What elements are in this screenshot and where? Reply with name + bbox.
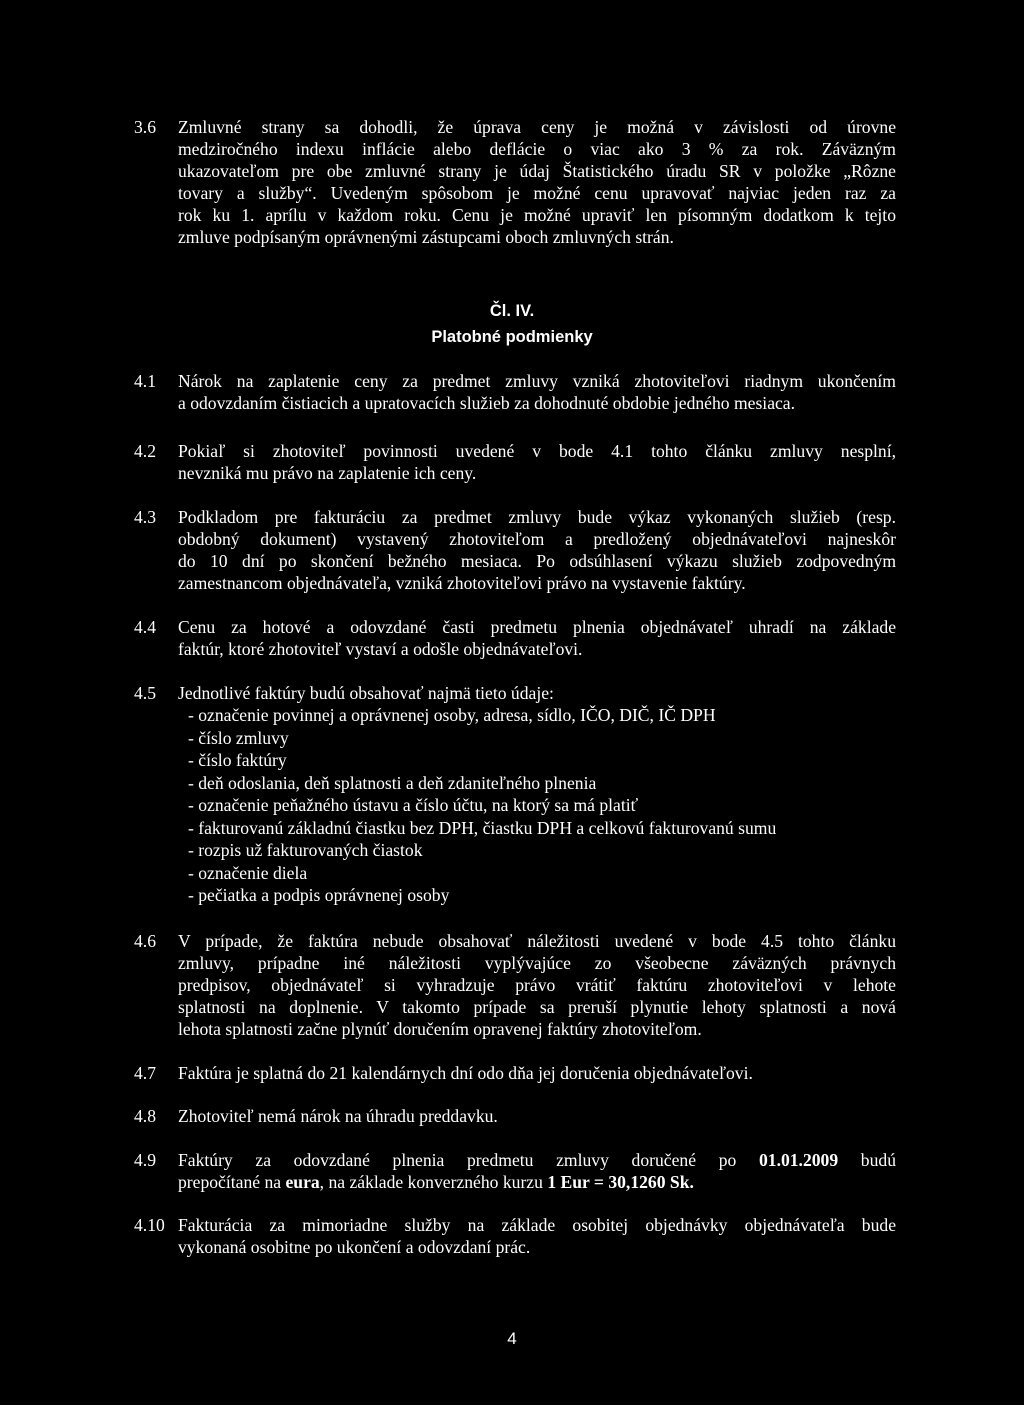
text-line	[178, 1171, 896, 1193]
section-4-10	[134, 1214, 896, 1258]
section-number: 4.4	[134, 617, 156, 637]
section-4-9	[134, 1149, 896, 1193]
list-item: - číslo faktúry	[188, 750, 287, 770]
section-number: 3.6	[134, 117, 156, 137]
section-number: 4.2	[134, 441, 156, 461]
text-line: Cenu za hotové a odovzdané časti predmetu plnenia objednávateľ uhradí na základe	[178, 617, 896, 637]
text-line: faktúr, ktoré zhotoviteľ vystaví a odošle objednávateľovi.	[178, 639, 583, 659]
text-line: splatnosti na doplnenie. V takomto prípade sa preruší plynutie lehoty splatnosti a nová	[178, 997, 896, 1017]
text-line: tovary a služby“. Uvedeným spôsobom je možné cenu upravovať najviac jeden raz za	[178, 183, 896, 203]
section-number: 4.8	[134, 1106, 156, 1126]
text-line: rok ku 1. aprílu v každom roku. Cenu je možné upraviť len písomným dodatkom k tejto	[178, 205, 896, 225]
text-line: obdobný dokument) vystavený zhotoviteľom a predložený objednávateľovi najneskôr	[178, 529, 896, 549]
list-item: - označenie povinnej a oprávnenej osoby, adresa, sídlo, IČO, DIČ, IČ DPH	[188, 705, 716, 725]
text-line	[178, 1149, 896, 1171]
text-line: vykonaná osobitne po ukončení a odovzdaní prác.	[178, 1237, 531, 1257]
section-text	[178, 440, 896, 484]
section-4-5	[134, 682, 896, 907]
text-line: nevzniká mu právo na zaplatenie ich ceny.	[178, 463, 477, 483]
text-line: Podkladom pre fakturáciu za predmet zmluvy bude výkaz vykonaných služieb (resp.	[178, 507, 896, 527]
section-text	[178, 930, 896, 1040]
text-line: Faktúra je splatná do 21 kalendárnych dní odo dňa jej doručenia objednávateľovi.	[178, 1063, 753, 1083]
date-emphasis: 01.01.2009	[758, 1150, 839, 1170]
section-4-3	[134, 506, 896, 594]
list-item: - rozpis už fakturovaných čiastok	[188, 840, 423, 860]
text-fragment: budú	[838, 1150, 896, 1170]
currency-emphasis: eura	[285, 1172, 320, 1192]
text-line: V prípade, že faktúra nebude obsahovať náležitosti uvedené v bode 4.5 tohto článku	[178, 931, 896, 951]
text-line: do 10 dní po skončení bežného mesiaca. Po odsúhlasení výkazu služieb zodpovedným	[178, 551, 896, 571]
section-text	[178, 116, 896, 248]
text-line: a odovzdaním čistiacich a upratovacích služieb za dohodnuté obdobie jedného mesiaca.	[178, 393, 796, 413]
text-line: lehota splatnosti začne plynúť doručením opravenej faktúry zhotoviteľom.	[178, 1019, 702, 1039]
article-title: Platobné podmienky	[431, 328, 593, 346]
list-item: - fakturovanú základnú čiastku bez DPH, čiastku DPH a celkovú fakturovanú sumu	[188, 817, 777, 838]
section-4-4	[134, 616, 896, 660]
section-number: 4.10	[134, 1215, 165, 1235]
page-number: 4	[507, 1329, 517, 1348]
section-4-6	[134, 930, 896, 1040]
section-text	[178, 1214, 896, 1258]
section-number: 4.5	[134, 683, 156, 703]
section-text	[178, 1105, 896, 1127]
list-item: - označenie diela	[188, 862, 308, 883]
text-line: zmluve podpísaným oprávnenými zástupcami oboch zmluvných strán.	[178, 227, 674, 247]
text-line: Nárok na zaplatenie ceny za predmet zmluvy vzniká zhotoviteľovi riadnym ukončením	[178, 371, 896, 391]
section-4-2	[134, 440, 896, 484]
text-line: predpisov, objednávateľ si vyhradzuje právo vrátiť faktúru zhotoviteľovi v lehote	[178, 975, 896, 995]
section-text	[178, 682, 896, 907]
text-line: Fakturácia za mimoriadne služby na základe osobitej objednávky objednávateľa bude	[178, 1215, 896, 1235]
section-text	[178, 506, 896, 594]
text-line: Zhotoviteľ nemá nárok na úhradu preddavku.	[178, 1106, 498, 1126]
text-fragment: , na základe konverzného kurzu	[319, 1172, 548, 1192]
section-4-8	[134, 1105, 896, 1127]
invoice-requirements-list	[188, 704, 896, 907]
article-number: Čl. IV.	[489, 302, 535, 320]
exchange-rate-emphasis: 1 Eur = 30,1260 Sk.	[547, 1172, 694, 1192]
section-text	[178, 616, 896, 660]
text-line: ukazovateľom pre obe zmluvné strany je údaj Štatistického úradu SR v položke „Rôzne	[178, 161, 896, 181]
section-text	[178, 370, 896, 414]
text-line: medziročného indexu inflácie alebo deflácie o viac ako 3 % za rok. Záväzným	[178, 139, 896, 159]
section-text	[178, 1149, 896, 1193]
section-3-6	[134, 116, 896, 248]
section-4-7	[134, 1062, 896, 1084]
list-item: - číslo zmluvy	[188, 727, 289, 748]
text-line: zamestnancom objednávateľa, vzniká zhotoviteľovi právo na vystavenie faktúry.	[178, 573, 746, 593]
section-number: 4.1	[134, 371, 156, 391]
section-number: 4.3	[134, 507, 156, 527]
text-fragment: Faktúry za odovzdané plnenia predmetu zmluvy doručené po	[178, 1150, 759, 1170]
section-number: 4.9	[134, 1150, 156, 1170]
text-line: Pokiaľ si zhotoviteľ povinnosti uvedené v bode 4.1 tohto článku zmluvy nesplní,	[178, 441, 896, 461]
list-item: - deň odoslania, deň splatnosti a deň zdaniteľného plnenia	[188, 772, 597, 793]
section-intro: Jednotlivé faktúry budú obsahovať najmä tieto údaje:	[178, 683, 554, 703]
text-fragment: prepočítané na	[178, 1172, 286, 1192]
section-number: 4.6	[134, 931, 156, 951]
section-4-1	[134, 370, 896, 414]
section-text	[178, 1062, 896, 1084]
list-item: - označenie peňažného ústavu a číslo účtu, na ktorý sa má platiť	[188, 795, 639, 815]
list-item: - pečiatka a podpis oprávnenej osoby	[188, 885, 450, 905]
section-number: 4.7	[134, 1063, 156, 1083]
text-line: zmluvy, prípadne iné náležitosti vyplývajúce zo všeobecne záväzných právnych	[178, 953, 896, 973]
text-line: Zmluvné strany sa dohodli, že úprava ceny je možná v závislosti od úrovne	[178, 117, 896, 137]
